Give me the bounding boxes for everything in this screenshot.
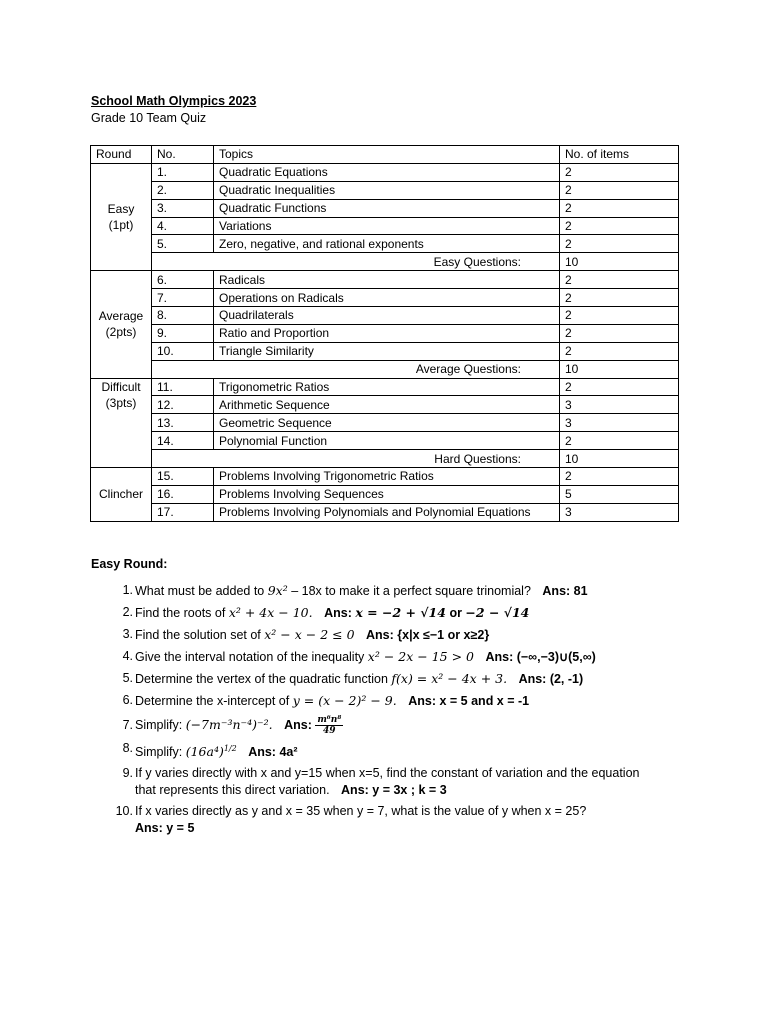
question-text: Simplify: [135, 745, 186, 760]
table-row [91, 485, 679, 503]
round-points: (3pts) [105, 395, 137, 410]
table-row [91, 235, 679, 253]
list-item [91, 740, 651, 761]
easy-round-heading: Easy Round: [91, 557, 168, 571]
row-items: 3 [560, 503, 679, 521]
subtotal-value: 10 [560, 450, 679, 468]
row-topic: Problems Involving Polynomials and Polynomial Equations [214, 503, 560, 521]
document-subtitle: Grade 10 Team Quiz [91, 111, 207, 125]
row-items: 2 [560, 163, 679, 181]
question-number: 9. [122, 766, 133, 781]
table-row [91, 432, 679, 450]
row-topic: Geometric Sequence [214, 414, 560, 432]
table-row [91, 414, 679, 432]
list-item [91, 604, 651, 622]
table-row [91, 307, 679, 325]
answer: Ans: 81 [542, 584, 588, 598]
row-items: 2 [560, 324, 679, 342]
question-text-cont: – 18x to make it a perfect square trinomial? [287, 584, 531, 598]
question-math: 9x² [267, 583, 288, 598]
row-topic: Operations on Radicals [214, 289, 560, 307]
row-no: 5. [152, 235, 214, 253]
row-items: 2 [560, 378, 679, 396]
question-text: Determine the vertex of the quadratic function [135, 672, 392, 686]
row-no: 12. [152, 396, 214, 414]
row-no: 10. [152, 342, 214, 360]
table-header-row [91, 146, 679, 164]
row-items: 2 [560, 307, 679, 325]
list-item [91, 670, 651, 688]
row-topic: Quadratic Functions [214, 199, 560, 217]
question-number: 10. [115, 804, 133, 819]
list-item [91, 803, 651, 837]
row-topic: Arithmetic Sequence [214, 396, 560, 414]
answer: Ans: 4a² [248, 745, 298, 760]
table-row [91, 181, 679, 199]
header-round: Round [91, 146, 152, 164]
row-no: 15. [152, 468, 214, 486]
question-number: 2. [122, 605, 133, 619]
row-items: 2 [560, 289, 679, 307]
answer-fraction [315, 715, 343, 736]
answer-label: Ans: [284, 718, 312, 732]
question-math: x² − 2x − 15 > 0 [367, 649, 474, 664]
round-points: (1pt) [108, 218, 134, 233]
row-no: 9. [152, 324, 214, 342]
row-items: 2 [560, 181, 679, 199]
row-items: 3 [560, 396, 679, 414]
row-topic: Problems Involving Sequences [214, 485, 560, 503]
answer: Ans: (2, -1) [518, 672, 584, 686]
subtotal-label: Average Questions: [152, 360, 560, 378]
answer-math: x = −2 + √14 [355, 605, 446, 620]
answer: Ans: y = 5 [135, 821, 195, 836]
round-name: Easy [107, 202, 135, 217]
row-topic: Polynomial Function [214, 432, 560, 450]
question-math: (−7m⁻³n⁻⁴)⁻². [185, 717, 273, 732]
subtotal-row [91, 360, 679, 378]
row-topic: Ratio and Proportion [214, 324, 560, 342]
row-items: 2 [560, 217, 679, 235]
table-row [91, 468, 679, 486]
question-number: 6. [122, 693, 133, 707]
row-no: 8. [152, 307, 214, 325]
row-items: 2 [560, 342, 679, 360]
row-topic: Quadratic Inequalities [214, 181, 560, 199]
question-math: x² − x − 2 ≤ 0 [264, 627, 355, 642]
row-topic: Quadratic Equations [214, 163, 560, 181]
list-item [91, 626, 651, 644]
list-item [91, 714, 651, 736]
row-items: 5 [560, 485, 679, 503]
row-no: 16. [152, 485, 214, 503]
quiz-topics-table [90, 145, 679, 522]
table-row [91, 163, 679, 181]
row-no: 17. [152, 503, 214, 521]
row-topic: Triangle Similarity [214, 342, 560, 360]
list-item [91, 648, 651, 666]
question-math: f(x) = x² − 4x + 3. [391, 671, 508, 686]
row-items: 2 [560, 271, 679, 289]
question-number: 1. [122, 583, 133, 597]
list-item [91, 582, 651, 600]
question-text: Simplify: [135, 718, 186, 732]
easy-round-questions [91, 582, 651, 841]
question-math: y = (x − 2)² − 9. [292, 693, 397, 708]
header-topics: Topics [214, 146, 560, 164]
table-row [91, 289, 679, 307]
row-topic: Problems Involving Trigonometric Ratios [214, 468, 560, 486]
round-name: Difficult [101, 379, 141, 394]
round-cell-easy [91, 163, 152, 270]
subtotal-value: 10 [560, 253, 679, 271]
row-no: 7. [152, 289, 214, 307]
header-items: No. of items [560, 146, 679, 164]
answer-math-2: −2 − √14 [465, 605, 530, 620]
list-item [91, 765, 651, 799]
row-no: 2. [152, 181, 214, 199]
question-number: 5. [122, 671, 133, 685]
document-title: School Math Olympics 2023 [91, 94, 257, 108]
round-cell-difficult [91, 378, 152, 467]
question-text: What must be added to [135, 584, 268, 598]
answer: Ans: (−∞,−3)∪(5,∞) [485, 650, 596, 664]
row-no: 6. [152, 271, 214, 289]
question-text: Find the solution set of [135, 628, 265, 642]
question-number: 7. [122, 718, 133, 732]
question-text: If y varies directly with x and y=15 when x=5, find the constant of variation and the equation that represents this direct variation. [135, 766, 640, 798]
row-no: 14. [152, 432, 214, 450]
row-items: 3 [560, 414, 679, 432]
answer: Ans: y = 3x ; k = 3 [341, 783, 447, 798]
answer-label: Ans: [324, 606, 352, 620]
round-name: Average [98, 309, 144, 324]
question-text: Find the roots of [135, 606, 229, 620]
subtotal-value: 10 [560, 360, 679, 378]
question-text: If x varies directly as y and x = 35 when y = 7, what is the value of y when x = 25? [135, 804, 587, 819]
table-row [91, 324, 679, 342]
row-topic: Quadrilaterals [214, 307, 560, 325]
subtotal-label: Easy Questions: [152, 253, 560, 271]
row-topic: Variations [214, 217, 560, 235]
answer-numerator: m⁶n⁸ [317, 715, 342, 726]
table-row [91, 199, 679, 217]
row-topic: Radicals [214, 271, 560, 289]
row-items: 2 [560, 432, 679, 450]
table-row [91, 503, 679, 521]
subtotal-row [91, 253, 679, 271]
row-no: 1. [152, 163, 214, 181]
answer-denominator: 49 [323, 726, 336, 737]
round-cell-average [91, 271, 152, 378]
question-exponent: 1/2 [223, 744, 237, 754]
row-topic: Zero, negative, and rational exponents [214, 235, 560, 253]
question-text: Give the interval notation of the inequality [135, 650, 368, 664]
question-text: Determine the x-intercept of [135, 694, 293, 708]
row-items: 2 [560, 199, 679, 217]
subtotal-row [91, 450, 679, 468]
answer-or: or [449, 606, 462, 620]
table-row [91, 342, 679, 360]
round-name: Clincher [98, 487, 143, 502]
subtotal-label: Hard Questions: [152, 450, 560, 468]
question-number: 3. [122, 627, 133, 641]
table-row [91, 396, 679, 414]
answer: Ans: {x|x ≤−1 or x≥2} [366, 628, 490, 642]
round-points: (2pts) [105, 325, 137, 340]
question-number: 8. [122, 741, 133, 756]
question-math: x² + 4x − 10. [228, 605, 313, 620]
row-topic: Trigonometric Ratios [214, 378, 560, 396]
row-no: 3. [152, 199, 214, 217]
round-cell-clincher [91, 468, 152, 522]
question-number: 4. [122, 649, 133, 663]
row-no: 13. [152, 414, 214, 432]
row-items: 2 [560, 468, 679, 486]
table-row [91, 378, 679, 396]
row-no: 11. [152, 378, 214, 396]
row-no: 4. [152, 217, 214, 235]
header-no: No. [152, 146, 214, 164]
question-math: (16a⁴) [185, 744, 224, 760]
table-row [91, 271, 679, 289]
list-item [91, 692, 651, 710]
row-items: 2 [560, 235, 679, 253]
answer: Ans: x = 5 and x = -1 [408, 694, 530, 708]
table-row [91, 217, 679, 235]
